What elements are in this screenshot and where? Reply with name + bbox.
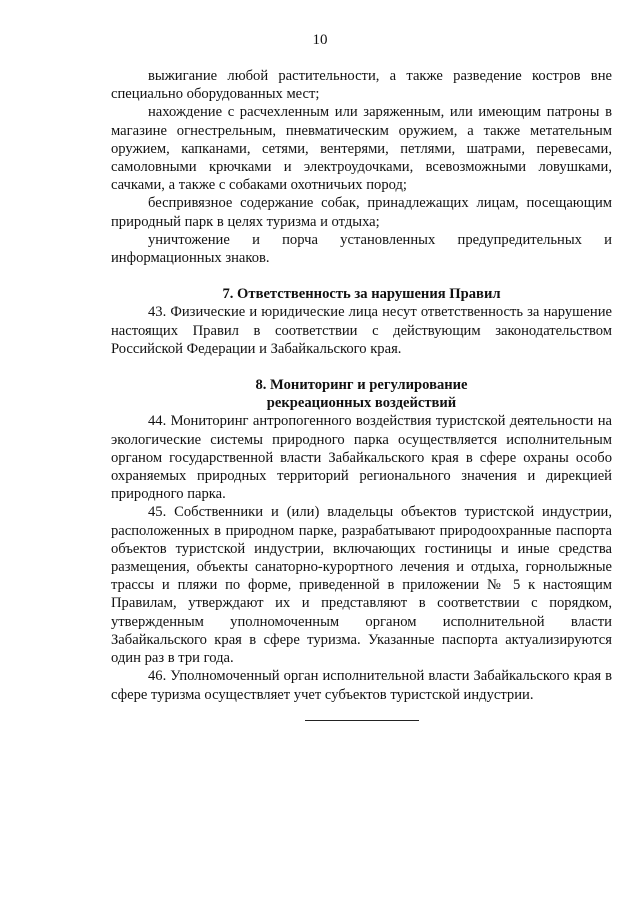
page-number: 10 <box>312 32 328 48</box>
document-body <box>111 67 612 704</box>
section-8-heading-line-2: рекреационных воздействий <box>266 395 457 412</box>
list-item-signs: уничтожение и порча установленных предупредительных и информационных знаков. <box>111 231 612 267</box>
list-item-weapons: нахождение с расчехленным или заряженным, или имеющим патроны в магазине огнестрельным, пневматическим оружием, а также метательным оружием, капканами, сетями, вентерями, петлями, шатрами, перевесами, самоловными крючками и электроудочками, всевозможными ловушками, сачками, а также с собаками охотничьих пород; <box>111 104 612 194</box>
section-8-heading-line-1: 8. Мониторинг и регулирование <box>255 377 468 394</box>
paragraph-45: 45. Собственники и (или) владельцы объектов туристской индустрии, расположенных в природном парке, разрабатывают природоохранные паспорта объектов туристской индустрии, включающих гостиницы и иные средства размещения, объекты санаторно-курортного лечения и отдыха, горнолыжные трассы и пляжи по форме, приведенной в приложении № 5 к настоящим Правилам, утверждают их и представляют в соответствии с порядком, утвержденным уполномоченным органом исполнительной власти Забайкальского края в сфере туризма. Указанные паспорта актуализируются один раз в три года. <box>111 504 612 667</box>
list-item-burning: выжигание любой растительности, а также разведение костров вне специально оборудованных мест; <box>111 68 612 103</box>
paragraph-46: 46. Уполномоченный орган исполнительной власти Забайкальского края в сфере туризма осуществляет учет субъектов туристской индустрии. <box>111 668 612 703</box>
section-7-heading: 7. Ответственность за нарушения Правил <box>222 286 501 303</box>
section-8-heading <box>111 376 612 412</box>
list-item-dogs: беспривязное содержание собак, принадлежащих лицам, посещающим природный парк в целях туризма и отдыха; <box>111 195 612 230</box>
paragraph-43: 43. Физические и юридические лица несут ответственность за нарушение настоящих Правил в соответствии с действующим законодательством Российской Федерации и Забайкальского края. <box>111 304 612 357</box>
end-divider-line <box>305 720 419 721</box>
paragraph-44: 44. Мониторинг антропогенного воздействия туристской деятельности на экологические системы природного парка осуществляется исполнительным органом государственной власти Забайкальского края в сфере охраны особо охраняемых природных территорий регионального значения и дирекцией природного парка. <box>111 413 612 503</box>
